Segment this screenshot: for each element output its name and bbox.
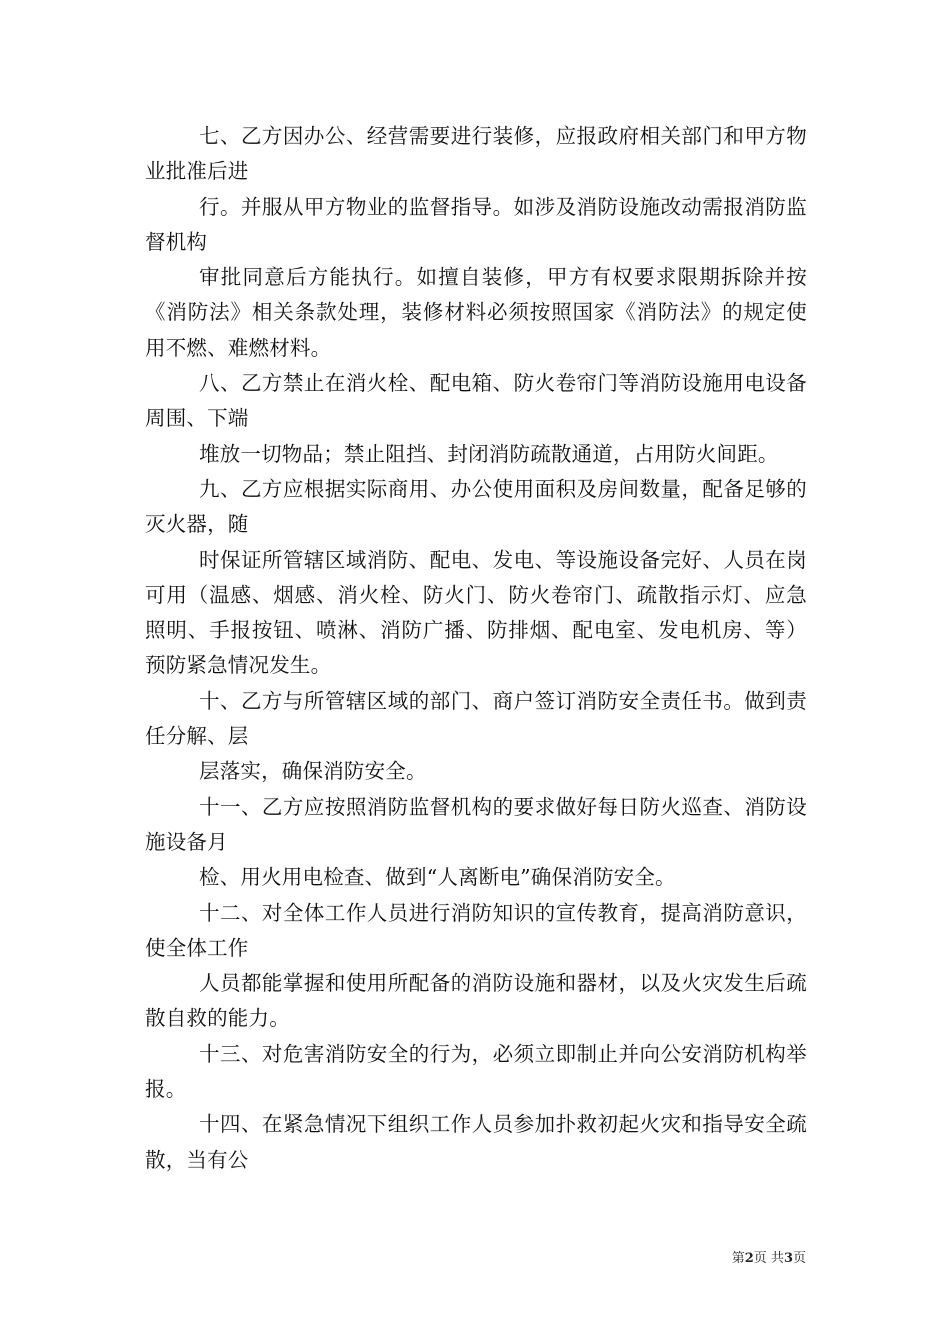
current-page-number: 2	[744, 1251, 754, 1266]
paragraph: 行。并服从甲方物业的监督指导。如涉及消防设施改动需报消防监督机构	[145, 194, 807, 254]
paragraph: 层落实，确保消防安全。	[199, 759, 427, 784]
paragraph: 十一、乙方应按照消防监督机构的要求做好每日防火巡查、消防设施设备月	[145, 794, 807, 854]
paragraph: 十四、在紧急情况下组织工作人员参加扑救初起火灾和指导安全疏散，当有公	[145, 1112, 807, 1172]
paragraph: 检、用火用电检查、做到“人离断电”确保消防安全。	[199, 865, 676, 890]
footer-middle: 页 共	[753, 1251, 784, 1266]
paragraph: 七、乙方因办公、经营需要进行装修，应报政府相关部门和甲方物业批准后进	[145, 124, 807, 184]
footer-suffix: 页	[792, 1251, 806, 1266]
total-pages-number: 3	[783, 1251, 793, 1266]
paragraph: 十、乙方与所管辖区域的部门、商户签订消防安全责任书。做到责任分解、层	[145, 688, 807, 749]
paragraph: 人员都能掌握和使用所配备的消防设施和器材，以及火灾发生后疏散自救的能力。	[145, 971, 807, 1031]
paragraph: 堆放一切物品；禁止阻挡、封闭消防疏散通道，占用防火间距。	[199, 441, 779, 466]
paragraph: 十二、对全体工作人员进行消防知识的宣传教育，提高消防意识，使全体工作	[145, 900, 807, 960]
page-footer	[0, 1247, 806, 1266]
paragraph: 九、乙方应根据实际商用、办公使用面积及房间数量，配备足够的灭火器，随	[145, 476, 807, 537]
paragraph: 八、乙方禁止在消火栓、配电箱、防火卷帘门等消防设施用电设备周围、下端	[145, 371, 807, 431]
paragraph: 审批同意后方能执行。如擅自装修，甲方有权要求限期拆除并按《消防法》相关条款处理，装修材料必须按照国家《消防法》的规定使用不燃、难燃材料。	[145, 265, 807, 360]
paragraph: 十三、对危害消防安全的行为，必须立即制止并向公安消防机构举报。	[145, 1041, 807, 1102]
footer-prefix: 第	[731, 1251, 745, 1266]
document-body	[145, 119, 807, 1178]
paragraph: 时保证所管辖区域消防、配电、发电、等设施设备完好、人员在岗可用（温感、烟感、消火栓、防火门、防火卷帘门、疏散指示灯、应急照明、手报按钮、喷淋、消防广播、防排烟、配电室、发电机房、等）预防紧急情况发生。	[145, 547, 807, 678]
